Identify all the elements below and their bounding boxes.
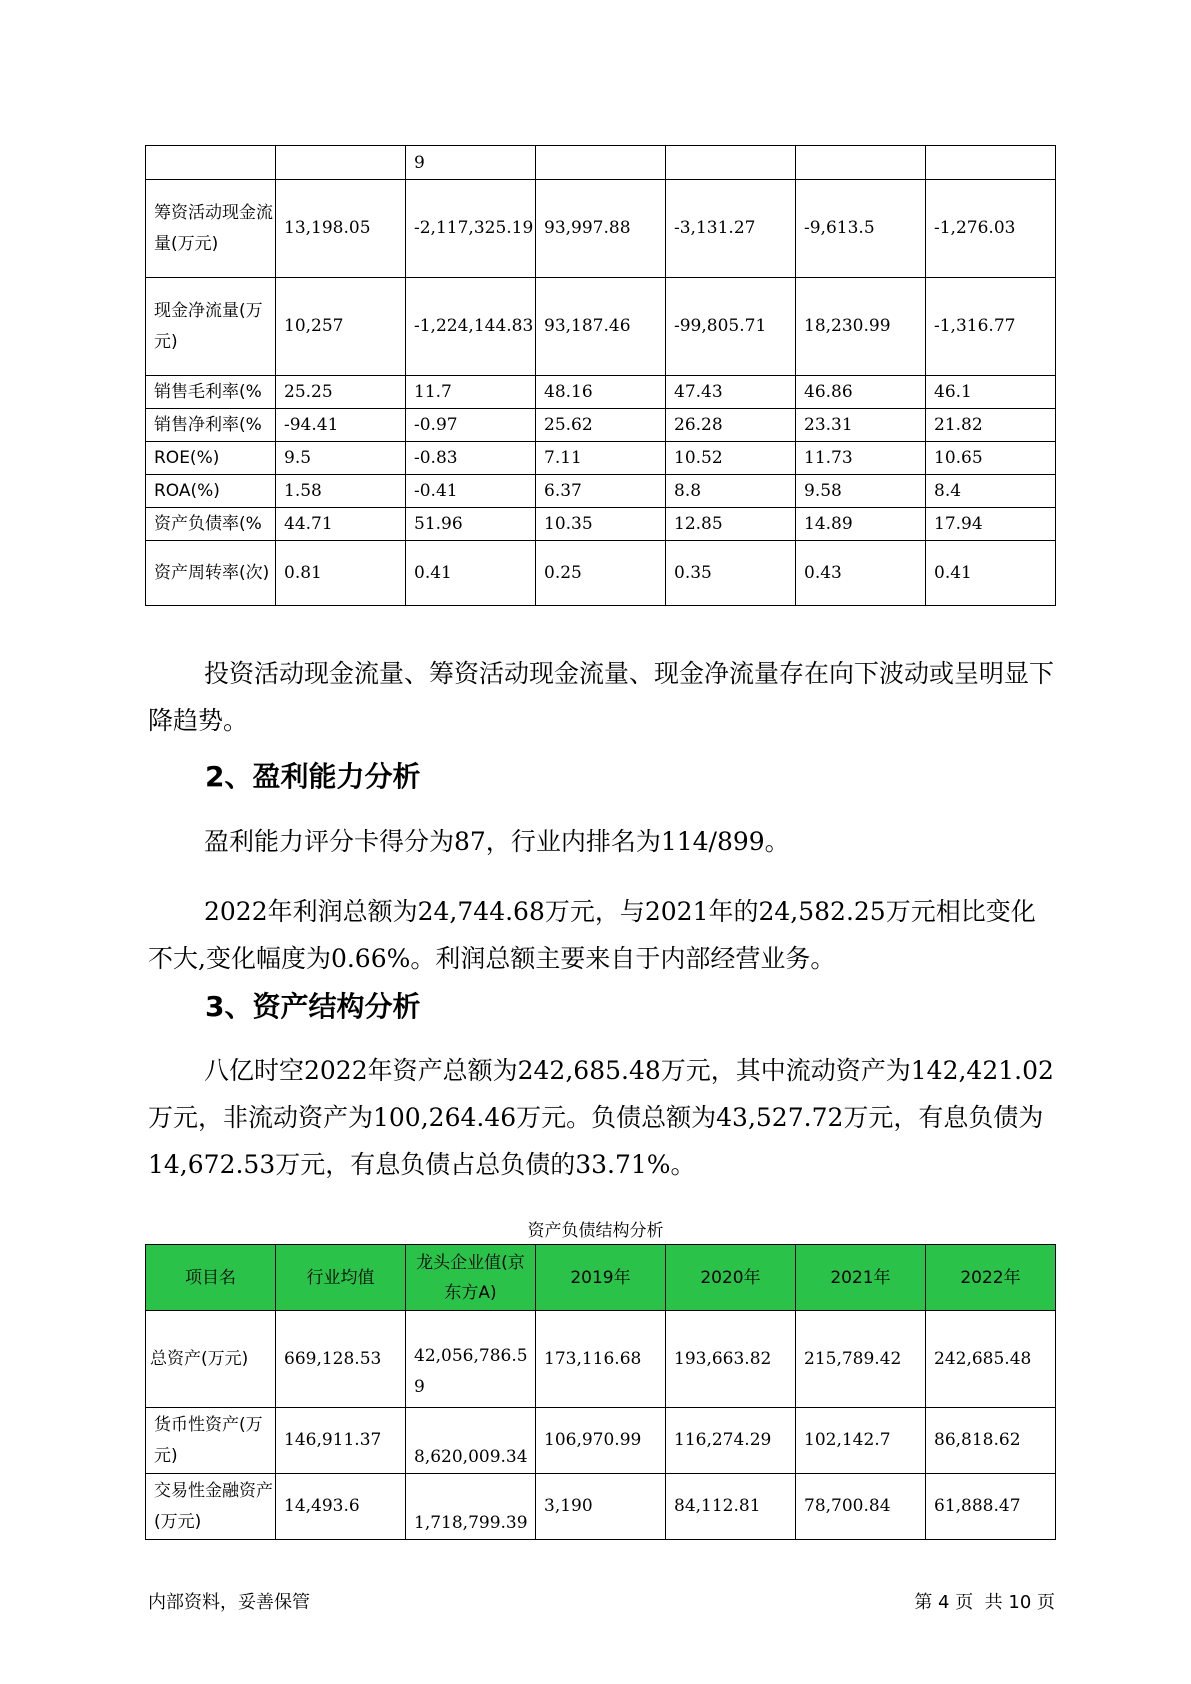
table-cell: 8,620,009.34 [406,1408,536,1474]
table-cell: 0.35 [666,541,796,606]
table-cell: 21.82 [926,409,1056,442]
table-cell: -94.41 [276,409,406,442]
table-cell: 0.41 [406,541,536,606]
table-cell: -0.41 [406,475,536,508]
column-header: 项目名 [146,1245,276,1311]
table-cell: 0.25 [536,541,666,606]
table-cell: 61,888.47 [926,1474,1056,1540]
table-cell: 11.73 [796,442,926,475]
table-cell: 12.85 [666,508,796,541]
table-cell: 48.16 [536,376,666,409]
row-label: 总资产(万元) [146,1311,276,1408]
table-cell: 46.86 [796,376,926,409]
row-label [146,146,276,180]
table-row [146,541,1056,606]
table-caption: 资产负债结构分析 [527,1221,664,1241]
table-cell: 8.4 [926,475,1056,508]
footer-confidential-note: 内部资料，妥善保管 [148,1592,310,1613]
table-row [146,1474,1056,1540]
row-label: 货币性资产(万元) [146,1408,276,1474]
table-cell: 9 [406,146,536,180]
row-label: 筹资活动现金流量(万元) [146,180,276,278]
table-cell: -1,276.03 [926,180,1056,278]
column-header: 2022年 [926,1245,1056,1311]
table-cell: 669,128.53 [276,1311,406,1408]
table-cell: 78,700.84 [796,1474,926,1540]
table-cell: 8.8 [666,475,796,508]
column-header: 2020年 [666,1245,796,1311]
table-row [146,409,1056,442]
column-header: 龙头企业值(京东方A) [406,1245,536,1311]
table-cell: -3,131.27 [666,180,796,278]
column-header: 2021年 [796,1245,926,1311]
table-cell: 23.31 [796,409,926,442]
table-cell: 47.43 [666,376,796,409]
table-cell: -0.83 [406,442,536,475]
table-cell: 93,187.46 [536,278,666,376]
table-cell: 0.43 [796,541,926,606]
table-cell: -99,805.71 [666,278,796,376]
table-cell: -0.97 [406,409,536,442]
table-cell: -1,316.77 [926,278,1056,376]
table-row [146,376,1056,409]
table-row [146,278,1056,376]
table-row [146,475,1056,508]
table-cell: 0.81 [276,541,406,606]
profit-total-paragraph: 2022年利润总额为24,744.68万元，与2021年的24,582.25万元相比变化不大,变化幅度为0.66%。利润总额主要来自于内部经营业务。 [148,897,1036,973]
table-cell: 46.1 [926,376,1056,409]
table-cell: -9,613.5 [796,180,926,278]
table-row [146,1408,1056,1474]
table-row [146,1311,1056,1408]
table-cell: 3,190 [536,1474,666,1540]
table-cell: 25.25 [276,376,406,409]
table-cell: 9.5 [276,442,406,475]
table-cell: 242,685.48 [926,1311,1056,1408]
table-cell: 18,230.99 [796,278,926,376]
table-cell: 106,970.99 [536,1408,666,1474]
table-cell: 146,911.37 [276,1408,406,1474]
table-header-row [146,1245,1056,1311]
row-label: 销售净利率(% [146,409,276,442]
table-cell: 102,142.7 [796,1408,926,1474]
table-row [146,442,1056,475]
table-cell: 173,116.68 [536,1311,666,1408]
row-label: 资产负债率(% [146,508,276,541]
table-cell: 7.11 [536,442,666,475]
section-heading-profitability: 2、盈利能力分析 [205,760,421,793]
table-cell: 193,663.82 [666,1311,796,1408]
row-label: ROA(%) [146,475,276,508]
row-label: 交易性金融资产(万元) [146,1474,276,1540]
row-label: 现金净流量(万元) [146,278,276,376]
table-cell: 42,056,786.59 [406,1311,536,1408]
table-cell [536,146,666,180]
table-cell: 10.35 [536,508,666,541]
column-header: 2019年 [536,1245,666,1311]
table-cell: 86,818.62 [926,1408,1056,1474]
table-cell [666,146,796,180]
row-label: 销售毛利率(% [146,376,276,409]
table-cell [796,146,926,180]
asset-structure-paragraph: 八亿时空2022年资产总额为242,685.48万元，其中流动资产为142,421.02万元，非流动资产为100,264.46万元。负债总额为43,527.72万元，有息负债为14,672.53万元，有息负债占总负债的33.71%。 [148,1056,1054,1179]
table-cell: 44.71 [276,508,406,541]
table-cell: 10,257 [276,278,406,376]
table-cell: 93,997.88 [536,180,666,278]
table-cell: 1.58 [276,475,406,508]
table-cell: 26.28 [666,409,796,442]
table-cell: 14.89 [796,508,926,541]
table-cell: 116,274.29 [666,1408,796,1474]
table-cell: 25.62 [536,409,666,442]
table-cell: 17.94 [926,508,1056,541]
table-cell: 0.41 [926,541,1056,606]
table-cell: 215,789.42 [796,1311,926,1408]
table-cell: 14,493.6 [276,1474,406,1540]
table-cell: 84,112.81 [666,1474,796,1540]
table-cell: 9.58 [796,475,926,508]
table-cell: 51.96 [406,508,536,541]
table-cell [926,146,1056,180]
table-cell: 11.7 [406,376,536,409]
table-row [146,180,1056,278]
section-heading-asset-structure: 3、资产结构分析 [205,990,421,1023]
balance-structure-table [145,1244,1056,1540]
table-cell [276,146,406,180]
table-cell: 1,718,799.39 [406,1474,536,1540]
table-row [146,508,1056,541]
profitability-score-paragraph: 盈利能力评分卡得分为87，行业内排名为114/899。 [204,827,790,856]
table-cell: 6.37 [536,475,666,508]
table-cell: 10.65 [926,442,1056,475]
row-label: ROE(%) [146,442,276,475]
row-label: 资产周转率(次) [146,541,276,606]
cashflow-summary-paragraph: 投资活动现金流量、筹资活动现金流量、现金净流量存在向下波动或呈明显下降趋势。 [148,659,1055,735]
footer-page-number: 第 4 页 共 10 页 [914,1592,1055,1613]
table-cell: -2,117,325.19 [406,180,536,278]
table-cell: -1,224,144.83 [406,278,536,376]
table-row [146,146,1056,180]
column-header: 行业均值 [276,1245,406,1311]
table-cell: 10.52 [666,442,796,475]
table-cell: 13,198.05 [276,180,406,278]
financial-ratios-table [145,145,1056,606]
